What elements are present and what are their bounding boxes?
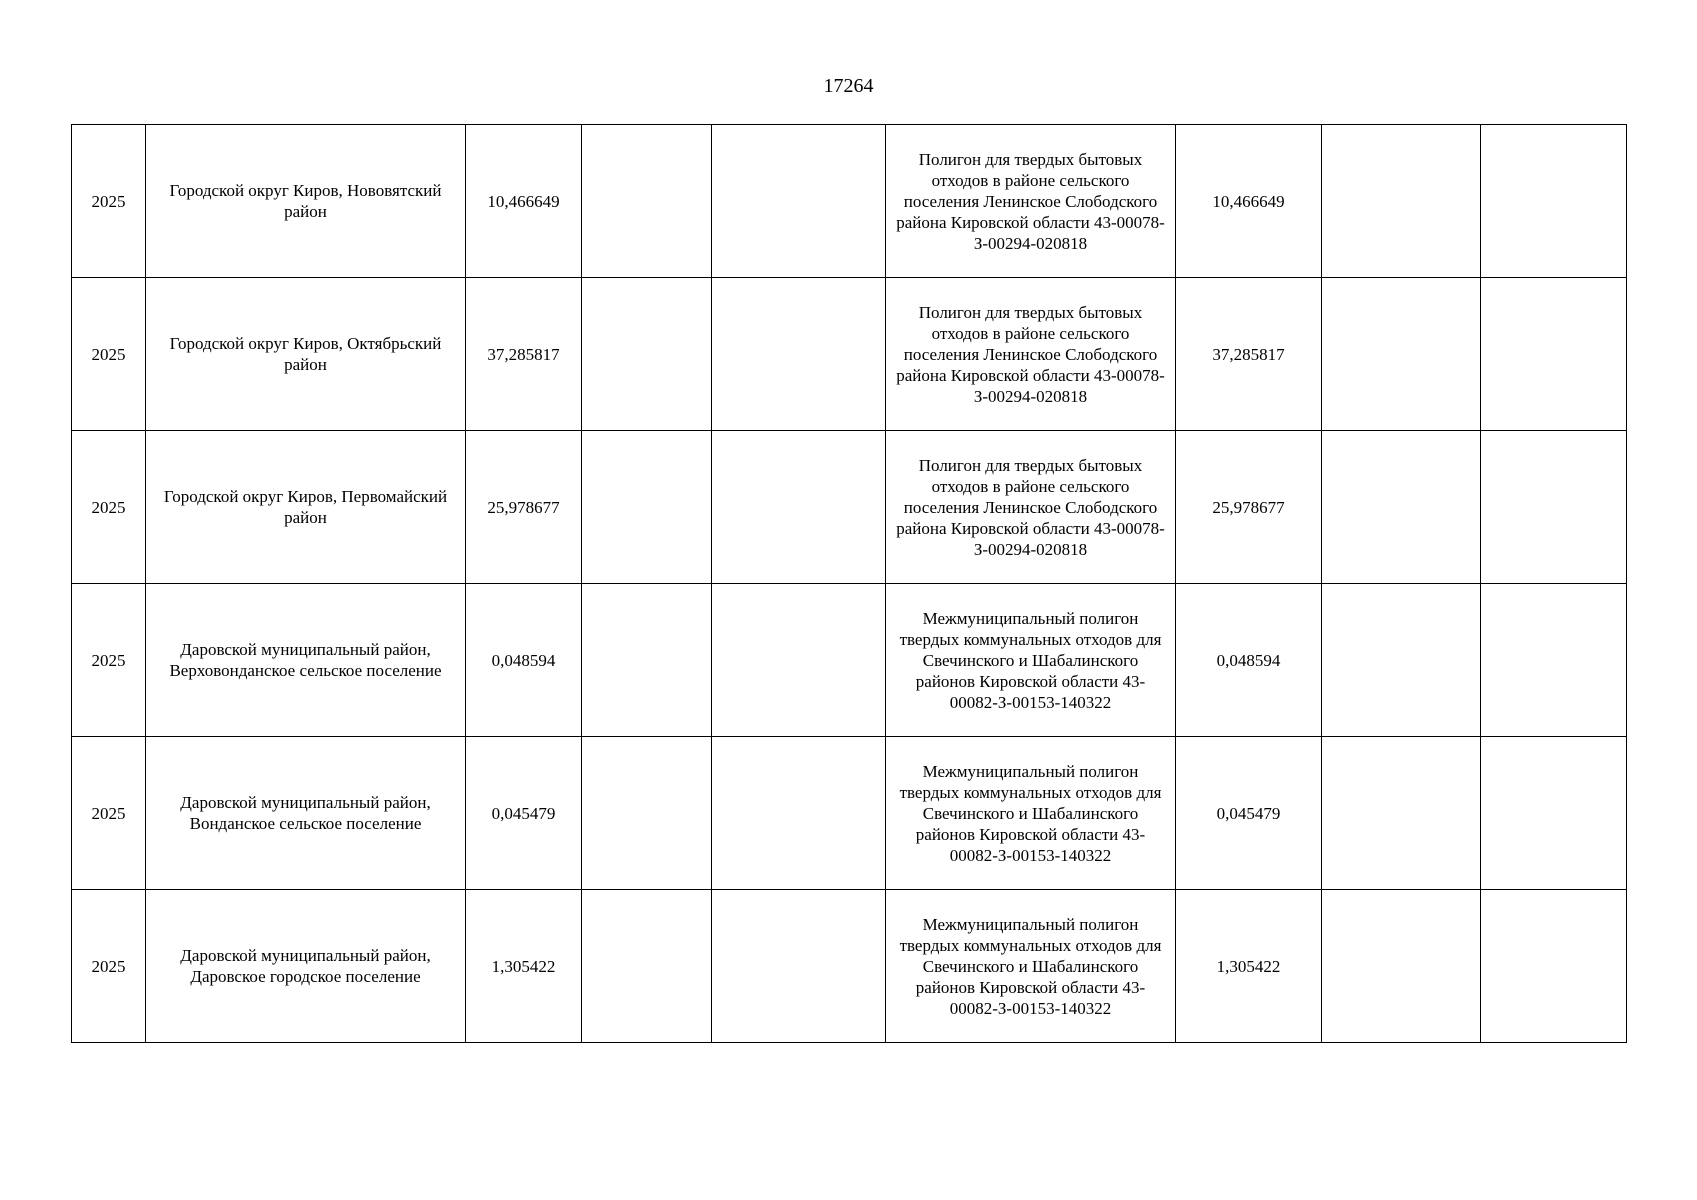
volume-cell: 0,048594 [466, 584, 582, 737]
municipality-cell: Городской округ Киров, Первомайский район [146, 431, 466, 584]
page-number: 17264 [823, 75, 874, 97]
facility-volume-cell: 37,285817 [1176, 278, 1322, 431]
volume-cell: 10,466649 [466, 125, 582, 278]
facility-volume-cell: 10,466649 [1176, 125, 1322, 278]
municipality-cell: Даровской муниципальный район, Вонданское сельское поселение [146, 737, 466, 890]
empty-cell [582, 890, 712, 1043]
empty-cell [1481, 431, 1627, 584]
empty-cell [712, 431, 886, 584]
empty-cell [1322, 890, 1481, 1043]
empty-cell [1322, 584, 1481, 737]
table-row [72, 431, 1627, 584]
year-cell: 2025 [72, 737, 146, 890]
waste-flow-table [71, 124, 1627, 1043]
empty-cell [1481, 278, 1627, 431]
volume-cell: 0,045479 [466, 737, 582, 890]
municipality-cell: Городской округ Киров, Нововятский район [146, 125, 466, 278]
table-row [72, 890, 1627, 1043]
facility-cell: Межмуниципальный полигон твердых коммунальных отходов для Свечинского и Шабалинского районов Кировской области 43-00082-З-00153-140322 [886, 737, 1176, 890]
year-cell: 2025 [72, 431, 146, 584]
empty-cell [1322, 431, 1481, 584]
facility-cell: Межмуниципальный полигон твердых коммунальных отходов для Свечинского и Шабалинского районов Кировской области 43-00082-З-00153-140322 [886, 584, 1176, 737]
empty-cell [582, 125, 712, 278]
empty-cell [712, 737, 886, 890]
year-cell: 2025 [72, 278, 146, 431]
year-cell: 2025 [72, 125, 146, 278]
empty-cell [712, 890, 886, 1043]
table-row [72, 125, 1627, 278]
facility-volume-cell: 0,045479 [1176, 737, 1322, 890]
volume-cell: 1,305422 [466, 890, 582, 1043]
facility-cell: Полигон для твердых бытовых отходов в районе сельского поселения Ленинское Слободского района Кировской области 43-00078-З-00294-020818 [886, 125, 1176, 278]
year-cell: 2025 [72, 584, 146, 737]
empty-cell [1322, 278, 1481, 431]
empty-cell [1481, 584, 1627, 737]
municipality-cell: Городской округ Киров, Октябрьский район [146, 278, 466, 431]
empty-cell [712, 584, 886, 737]
empty-cell [1481, 125, 1627, 278]
facility-cell: Полигон для твердых бытовых отходов в районе сельского поселения Ленинское Слободского района Кировской области 43-00078-З-00294-020818 [886, 278, 1176, 431]
empty-cell [1481, 737, 1627, 890]
empty-cell [712, 125, 886, 278]
empty-cell [712, 278, 886, 431]
facility-cell: Межмуниципальный полигон твердых коммунальных отходов для Свечинского и Шабалинского районов Кировской области 43-00082-З-00153-140322 [886, 890, 1176, 1043]
empty-cell [582, 431, 712, 584]
year-cell: 2025 [72, 890, 146, 1043]
empty-cell [1322, 125, 1481, 278]
empty-cell [1481, 890, 1627, 1043]
volume-cell: 37,285817 [466, 278, 582, 431]
table-row [72, 278, 1627, 431]
table-row [72, 584, 1627, 737]
empty-cell [582, 278, 712, 431]
volume-cell: 25,978677 [466, 431, 582, 584]
municipality-cell: Даровской муниципальный район, Верховонданское сельское поселение [146, 584, 466, 737]
facility-volume-cell: 0,048594 [1176, 584, 1322, 737]
municipality-cell: Даровской муниципальный район, Даровское городское поселение [146, 890, 466, 1043]
empty-cell [582, 584, 712, 737]
table-row [72, 737, 1627, 890]
facility-volume-cell: 25,978677 [1176, 431, 1322, 584]
empty-cell [582, 737, 712, 890]
empty-cell [1322, 737, 1481, 890]
facility-volume-cell: 1,305422 [1176, 890, 1322, 1043]
facility-cell: Полигон для твердых бытовых отходов в районе сельского поселения Ленинское Слободского района Кировской области 43-00078-З-00294-020818 [886, 431, 1176, 584]
